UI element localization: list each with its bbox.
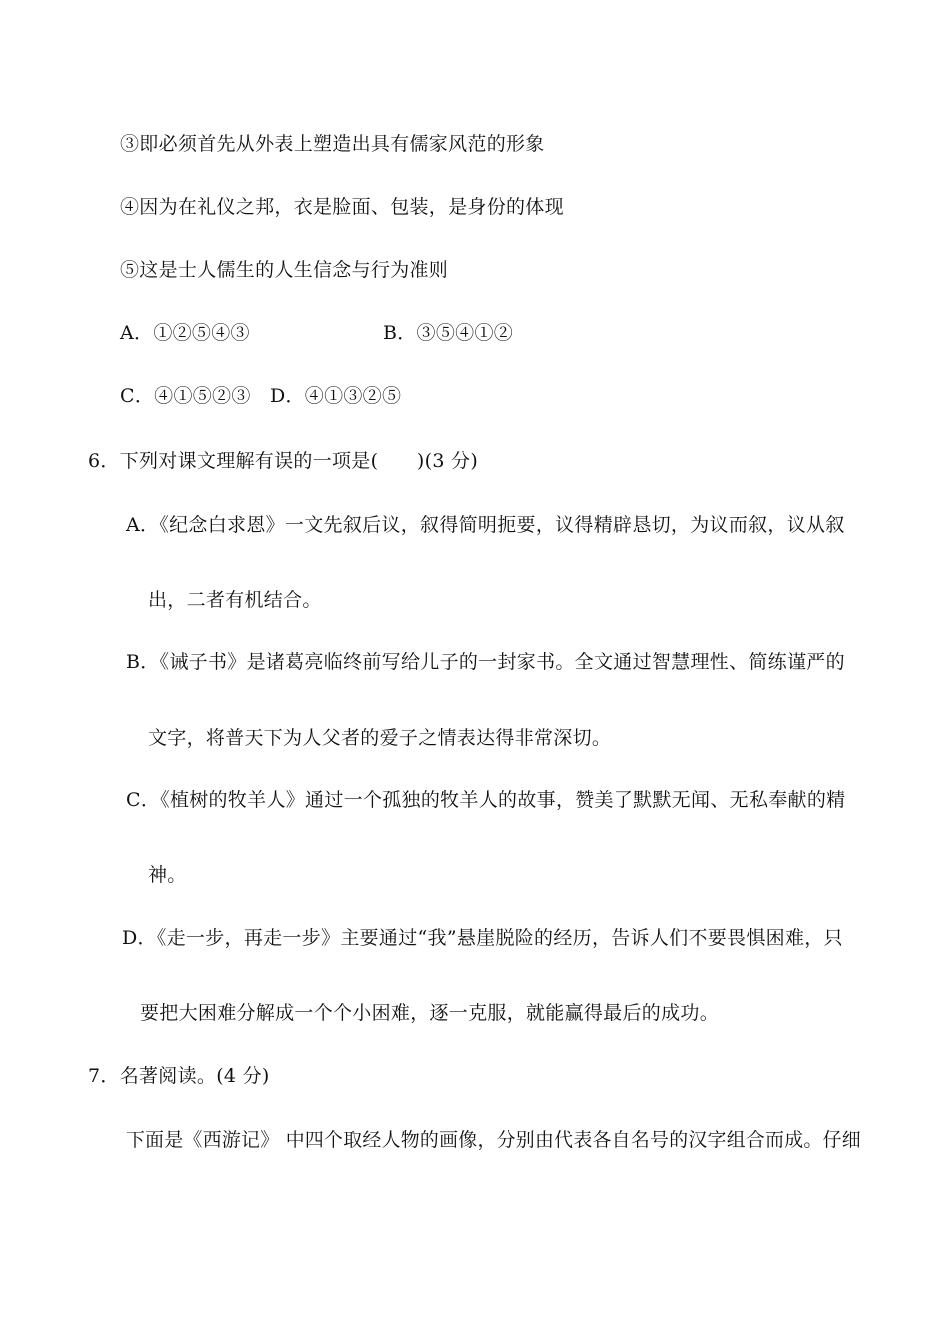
question-5-option-b: B．③⑤④①② — [383, 322, 514, 344]
question-6-option-b-line-2: 文字，将普天下为人父者的爱子之情表达得非常深切。 — [148, 727, 612, 749]
question-5-item-5: ⑤这是士人儒生的人生信念与行为准则 — [120, 259, 449, 281]
question-5-options-c-d: C．④①⑤②③ D．④①③②⑤ — [120, 385, 402, 407]
question-5-item-4: ④因为在礼仪之邦，衣是脸面、包装，是身份的体现 — [120, 196, 564, 218]
question-5-option-a: A．①②⑤④③ — [120, 322, 250, 344]
question-6-option-a-line-1: A．《纪念白求恩》一文先叙后议，叙得简明扼要，议得精辟恳切，为议而叙，议从叙 — [126, 514, 845, 536]
question-7-intro: 下面是《西游记》 中四个取经人物的画像，分别由代表各自名号的汉字组合而成。仔细 — [126, 1129, 861, 1151]
question-6-option-b-line-1: B．《诫子书》是诸葛亮临终前写给儿子的一封家书。全文通过智慧理性、简练谨严的 — [126, 651, 845, 673]
question-6-option-c-line-2: 神。 — [148, 864, 187, 886]
question-5-item-3: ③即必须首先从外表上塑造出具有儒家风范的形象 — [120, 133, 545, 155]
question-6-option-d-line-2: 要把大困难分解成一个个小困难，逐一克服，就能赢得最后的成功。 — [140, 1002, 720, 1024]
question-6-option-d-line-1: D．《走一步，再走一步》主要通过“我”悬崖脱险的经历，告诉人们不要畏惧困难，只 — [122, 927, 843, 949]
question-6-stem: 6．下列对课文理解有误的一项是( )(3 分) — [88, 450, 479, 472]
question-6-option-a-line-2: 出，二者有机结合。 — [148, 589, 322, 611]
question-6-option-c-line-1: C．《植树的牧羊人》通过一个孤独的牧羊人的故事，赞美了默默无闻、无私奉献的精 — [126, 789, 846, 811]
question-7-stem: 7．名著阅读。(4 分) — [88, 1065, 270, 1087]
